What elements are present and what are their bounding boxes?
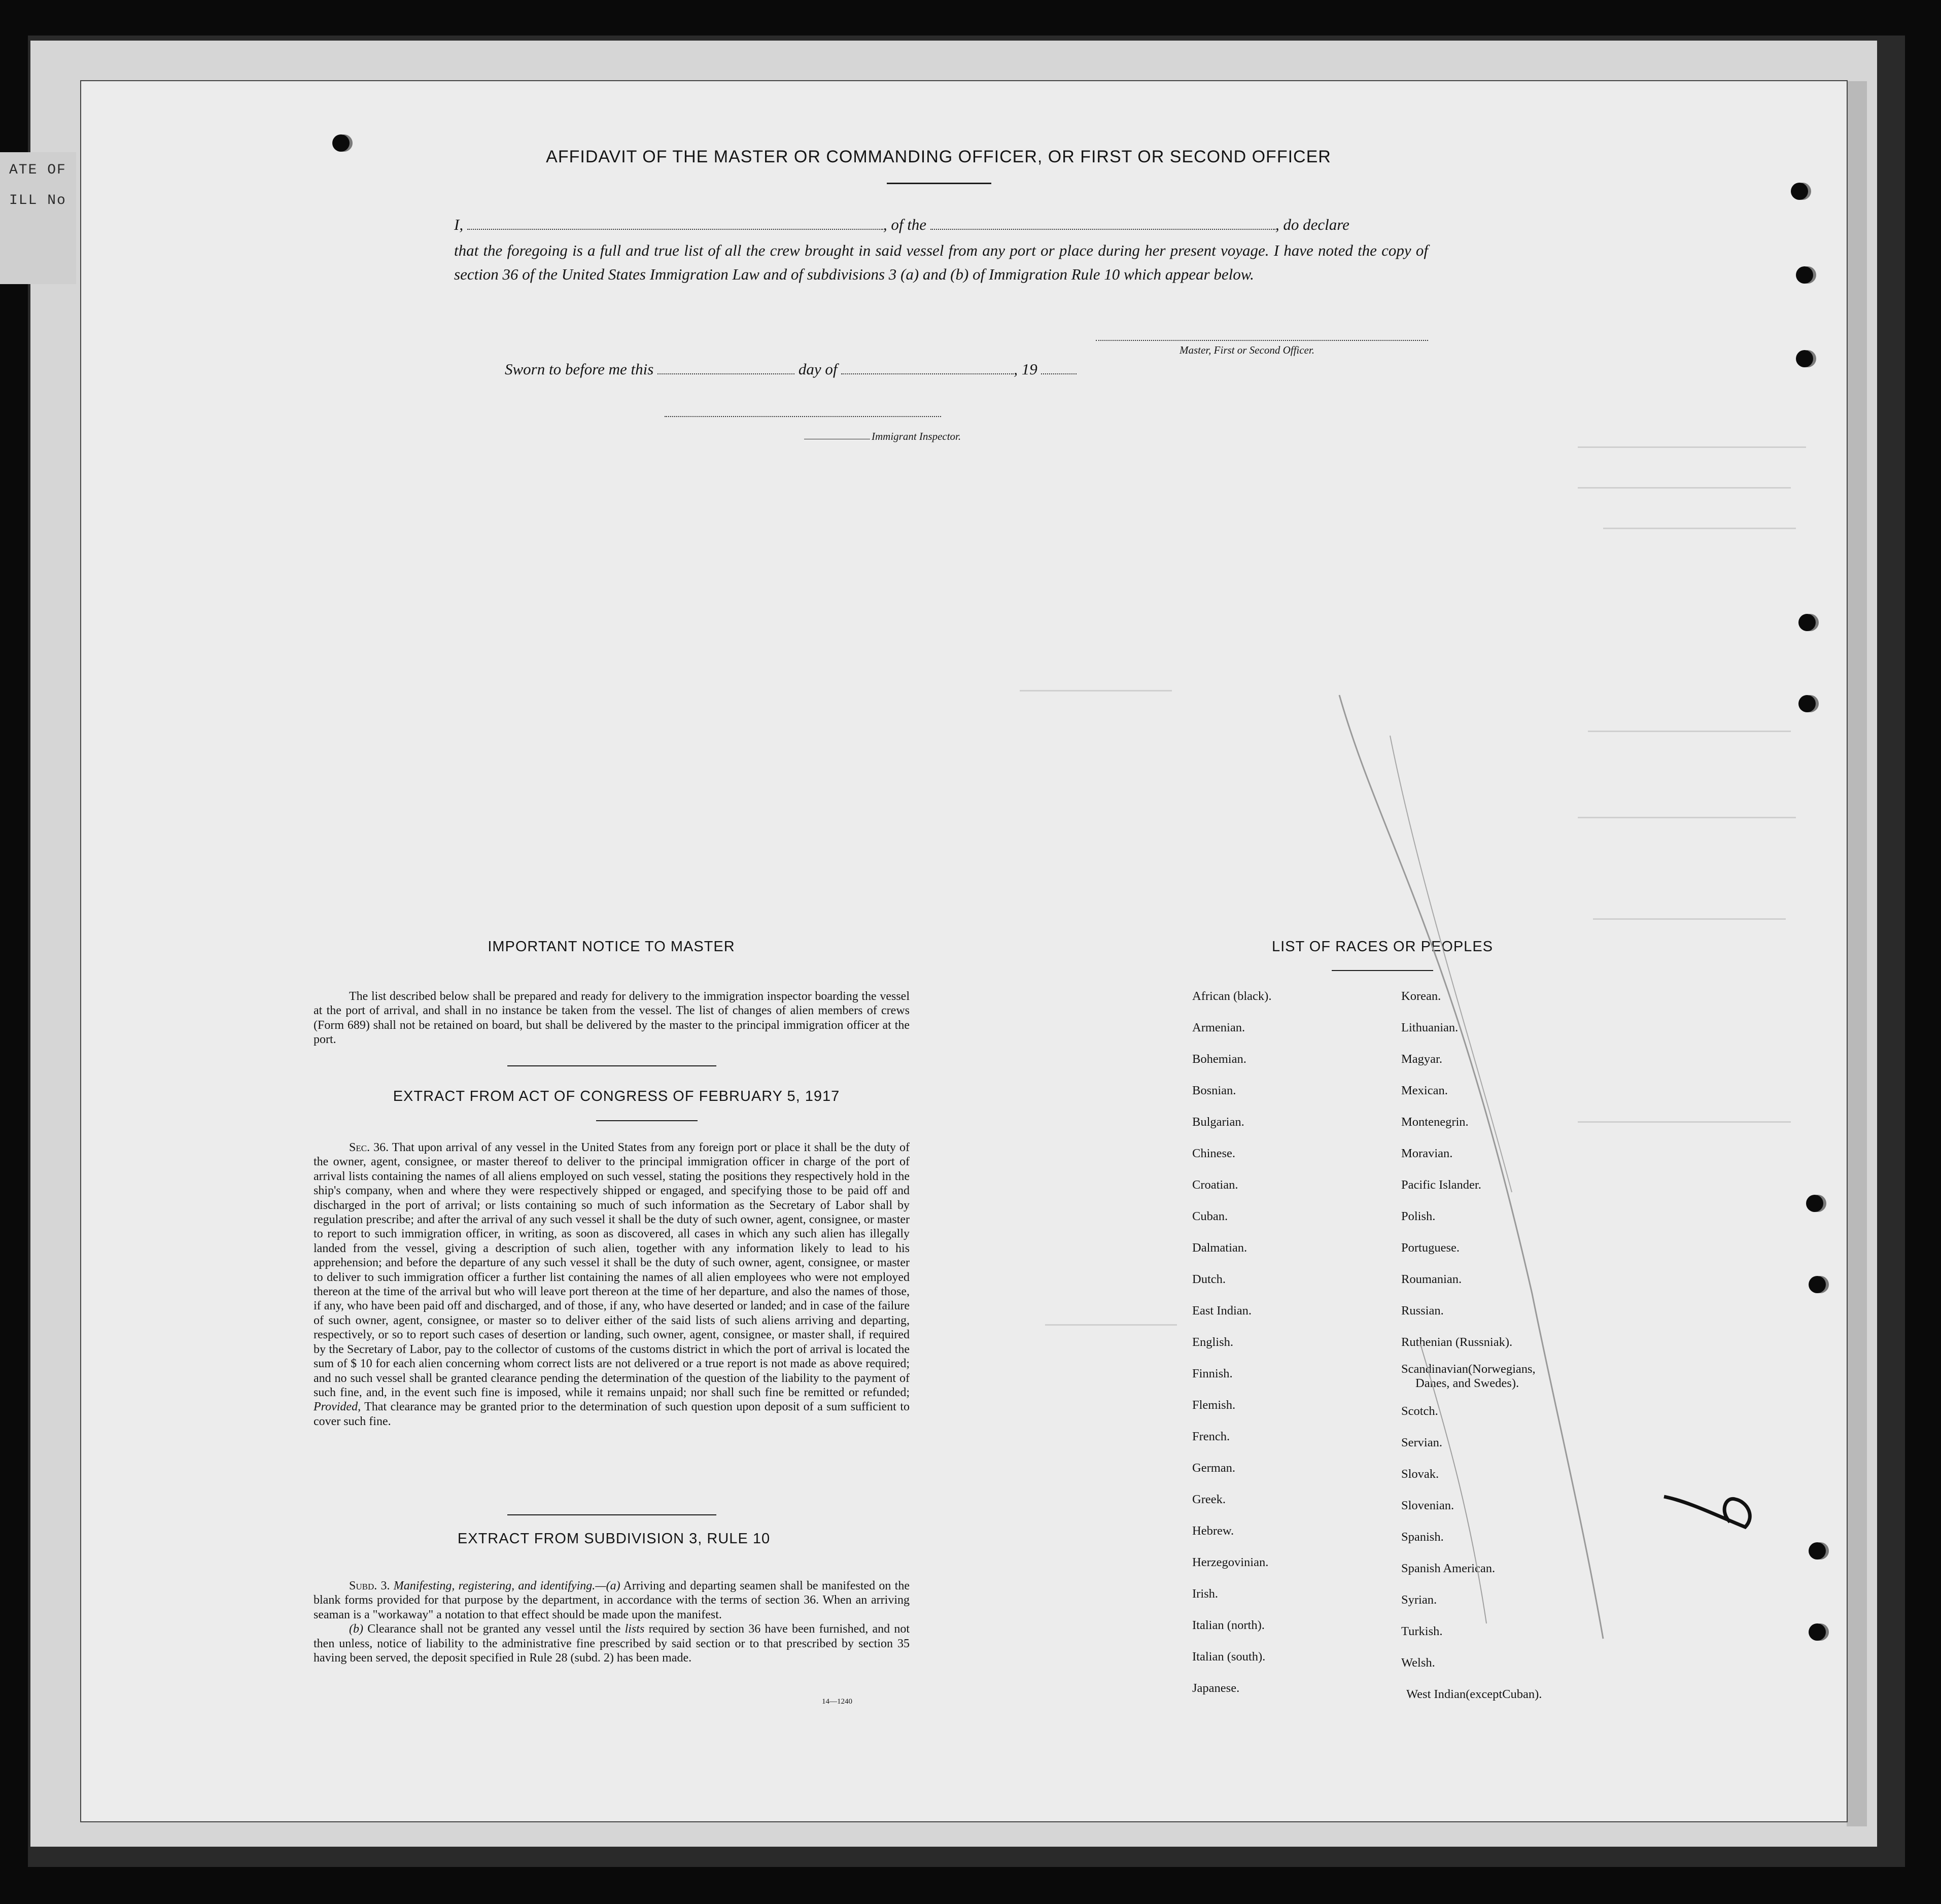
race-item: East Indian. <box>1192 1304 1252 1318</box>
race-item: Flemish. <box>1192 1398 1236 1412</box>
act-end-rule <box>507 1514 716 1515</box>
ghost-line <box>1603 528 1796 529</box>
notice-title: IMPORTANT NOTICE TO MASTER <box>488 939 735 955</box>
punch-hole <box>1796 266 1813 284</box>
race-item: German. <box>1192 1461 1236 1475</box>
race-item: Chinese. <box>1192 1147 1236 1160</box>
day-blank[interactable] <box>657 371 794 374</box>
race-item: English. <box>1192 1335 1233 1349</box>
rule10-heading: Manifesting, registering, and identifying.—(a) <box>393 1579 620 1593</box>
ghost-line <box>1578 446 1806 448</box>
race-item: Italian (south). <box>1192 1650 1266 1664</box>
race-item: Montenegrin. <box>1401 1115 1469 1129</box>
act-sec-label: Sec. 36. <box>349 1141 389 1154</box>
notice-text <box>314 989 910 1047</box>
race-item: Scotch. <box>1401 1404 1438 1418</box>
act-paragraph <box>314 1140 910 1429</box>
master-caption: Master, First or Second Officer. <box>1180 344 1314 356</box>
act-body: That upon arrival of any vessel in the United States from any foreign port or place it shall be the duty of the owner, agent, consignee, or master thereof to deliver to the principal immigration officer in charge of the port of arrival lists containing the names of all aliens employed on such vessel, stating the positions they respectively hold in the ship's company, when and where they were respectively shipped or engaged, and specifying those to be paid off and discharged in the port of arrival; or lists containing so much of such information as the Secretary of Labor shall by regulation prescribe; and after the arrival of any such vessel it shall be the duty of such owner, agent, consignee, or master to report to such immigration officer, in writing, as soon as discovered, all cases in which any such alien has illegally landed from the vessel, giving a description of such alien, together with any information likely to lead to his apprehension; and before the departure of any such vessel it shall be the duty of such owner, agent, consignee, or master to deliver to such immigration officer a further list containing the names of all alien employees who were not employed thereon at the time of the arrival but who will leave port thereon at the time of her departure, and also the names of those, if any, who have been paid off and discharged, and of those, if any, who have deserted or landed; and in case of the failure of such owner, agent, consignee, or master so to deliver either of the said lists of such aliens arriving and departing, respectively, or so to report such cases of desertion or landing, such owner, agent, consignee, or master shall, if required by the Secretary of Labor, pay to the collector of customs of the customs district in which the port of arrival is located the sum of $ 10 for each alien concerning whom correct lists are not delivered or a true report is not made as above required; and no such vessel shall be granted clearance pending the determination of the question of the liability to the payment of such fine, and, in the event such fine is imposed, while it remains unpaid; nor shall such fine be remitted or refunded; <box>314 1141 910 1399</box>
punch-hole <box>1806 1195 1823 1212</box>
notice-paragraph: The list described below shall be prepared and ready for delivery to the immigration inspector boarding the vessel at the port of arrival, and shall in no instance be taken from the vessel. The list of changes of alien members of crews (Form 689) shall not be retained on board, but shall be delivered by the master to the principal immigration officer at the port. <box>314 990 910 1047</box>
race-item: Pacific Islander. <box>1401 1178 1481 1192</box>
declaration-declare: , do declare <box>1275 216 1349 233</box>
punch-hole <box>1809 1623 1826 1641</box>
ghost-line <box>1045 1324 1177 1326</box>
race-item: Korean. <box>1401 989 1441 1003</box>
pencil-scribbles <box>1319 685 1623 1649</box>
race-item: Spanish American. <box>1401 1562 1496 1575</box>
race-item: West Indian(exceptCuban). <box>1406 1687 1542 1701</box>
race-item: African (black). <box>1192 989 1272 1003</box>
ghost-line <box>1020 690 1172 691</box>
race-item: Japanese. <box>1192 1681 1240 1695</box>
race-item: Hebrew. <box>1192 1524 1234 1538</box>
race-item: Armenian. <box>1192 1021 1245 1034</box>
inspector-caption: Immigrant Inspector. <box>872 430 961 442</box>
sworn-line <box>505 360 1077 378</box>
sworn-prefix: Sworn to before me this <box>505 360 654 378</box>
race-item: Moravian. <box>1401 1147 1453 1160</box>
affidavit-body: that the foregoing is a full and true list of all the crew brought in said vessel from any port or place during her present voyage. I have noted the copy of section 36 of the United States Immigration Law and of subdivisions 3 (a) and (b) of Immigration Rule 10 which appear below. <box>454 241 1428 283</box>
race-item: Servian. <box>1401 1436 1442 1449</box>
race-item: Slovenian. <box>1401 1499 1454 1512</box>
race-item: Syrian. <box>1401 1593 1437 1607</box>
stub-text-2: ILL No <box>9 193 66 209</box>
name-blank[interactable] <box>467 227 883 230</box>
race-item: Irish. <box>1192 1587 1219 1601</box>
race-item: Greek. <box>1192 1493 1226 1506</box>
notice-rule <box>507 1065 716 1066</box>
stub-text-1: ATE OF <box>9 162 66 178</box>
inspector-signature-line[interactable] <box>665 416 941 417</box>
act-rule <box>596 1120 698 1121</box>
race-item: Finnish. <box>1192 1367 1233 1380</box>
page-edge <box>1847 81 1867 1826</box>
race-item: Portuguese. <box>1401 1241 1460 1255</box>
punch-hole <box>1809 1276 1826 1293</box>
act-provided: Provided, <box>314 1400 361 1414</box>
race-item: Dalmatian. <box>1192 1241 1247 1255</box>
race-item: Mexican. <box>1401 1084 1448 1097</box>
ghost-line <box>1578 487 1791 489</box>
punch-hole <box>1796 350 1813 367</box>
race-item: Italian (north). <box>1192 1618 1265 1632</box>
rule10-lists: lists <box>625 1622 645 1636</box>
race-item: Bohemian. <box>1192 1052 1246 1066</box>
rule10-paragraph-b <box>314 1622 910 1665</box>
rule10-subd-label: Subd. 3. <box>349 1579 390 1593</box>
rule10-paragraph-a <box>314 1579 910 1622</box>
act-text <box>314 1140 910 1429</box>
pencil-checkmark <box>1659 1481 1760 1537</box>
race-item: Ruthenian (Russniak). <box>1401 1335 1513 1349</box>
rule10-text <box>314 1579 910 1665</box>
race-item: Herzegovinian. <box>1192 1555 1269 1569</box>
affidavit-title: AFFIDAVIT OF THE MASTER OR COMMANDING OFFICER, OR FIRST OR SECOND OFFICER <box>546 147 1331 166</box>
race-item: Welsh. <box>1401 1656 1435 1670</box>
vessel-blank[interactable] <box>930 227 1275 230</box>
master-signature-line[interactable] <box>1096 340 1428 341</box>
race-item: Danes, and Swedes). <box>1415 1376 1519 1390</box>
rule10-text-b1: Clearance shall not be granted any vessel until the <box>367 1622 621 1636</box>
race-item: Cuban. <box>1192 1209 1228 1223</box>
race-item: Polish. <box>1401 1209 1436 1223</box>
title-rule <box>887 183 991 184</box>
punch-hole <box>1791 183 1808 200</box>
sworn-year: , 19 <box>1014 360 1037 378</box>
races-title: LIST OF RACES OR PEOPLES <box>1271 939 1494 955</box>
race-item: Scandinavian(Norwegians, <box>1401 1362 1536 1376</box>
punch-hole <box>332 134 350 152</box>
race-item: Bulgarian. <box>1192 1115 1244 1129</box>
race-item: Bosnian. <box>1192 1084 1236 1097</box>
rule10-text-b2: required by section 36 have been furnished, and not then unless, notice of liability to the administrative fine prescribed by said section or to that prescribed by section 35 having been served, the deposit specified in Rule 28 (subd. 2) has been made. <box>314 1622 910 1665</box>
declaration-line <box>454 216 1428 234</box>
race-item: Spanish. <box>1401 1530 1444 1544</box>
race-item: Lithuanian. <box>1401 1021 1459 1034</box>
rule10-b-label: (b) <box>349 1622 363 1636</box>
race-item: French. <box>1192 1430 1230 1443</box>
act-body-end: That clearance may be granted prior to the determination of such question upon deposit of a sum sufficient to cover such fine. <box>314 1400 910 1428</box>
month-blank[interactable] <box>841 371 1014 374</box>
race-item: Croatian. <box>1192 1178 1238 1192</box>
punch-hole <box>1798 695 1816 712</box>
race-item: Slovak. <box>1401 1467 1439 1481</box>
declaration-i: I, <box>454 216 464 233</box>
declaration-of-the: , of the <box>883 216 927 233</box>
year-blank[interactable] <box>1041 371 1077 374</box>
race-item: Roumanian. <box>1401 1272 1462 1286</box>
sworn-day: day of <box>798 360 838 378</box>
punch-hole <box>1798 614 1816 631</box>
punch-hole <box>1809 1542 1826 1560</box>
race-item: Magyar. <box>1401 1052 1442 1066</box>
form-number: 14—1240 <box>822 1698 852 1706</box>
race-item: Dutch. <box>1192 1272 1226 1286</box>
race-item: Russian. <box>1401 1304 1444 1318</box>
rule10-text-a: Arriving and departing seamen shall be manifested on the blank forms provided for that purpose by the department, in accordance with the terms of section 36. When an arriving seaman is a "workaway" a notation to that effect should be made upon the manifest. <box>314 1579 910 1621</box>
act-title: EXTRACT FROM ACT OF CONGRESS OF FEBRUARY 5, 1917 <box>393 1088 840 1104</box>
rule10-title: EXTRACT FROM SUBDIVISION 3, RULE 10 <box>457 1531 771 1547</box>
back-page-stub <box>0 152 76 284</box>
race-item: Turkish. <box>1401 1624 1443 1638</box>
